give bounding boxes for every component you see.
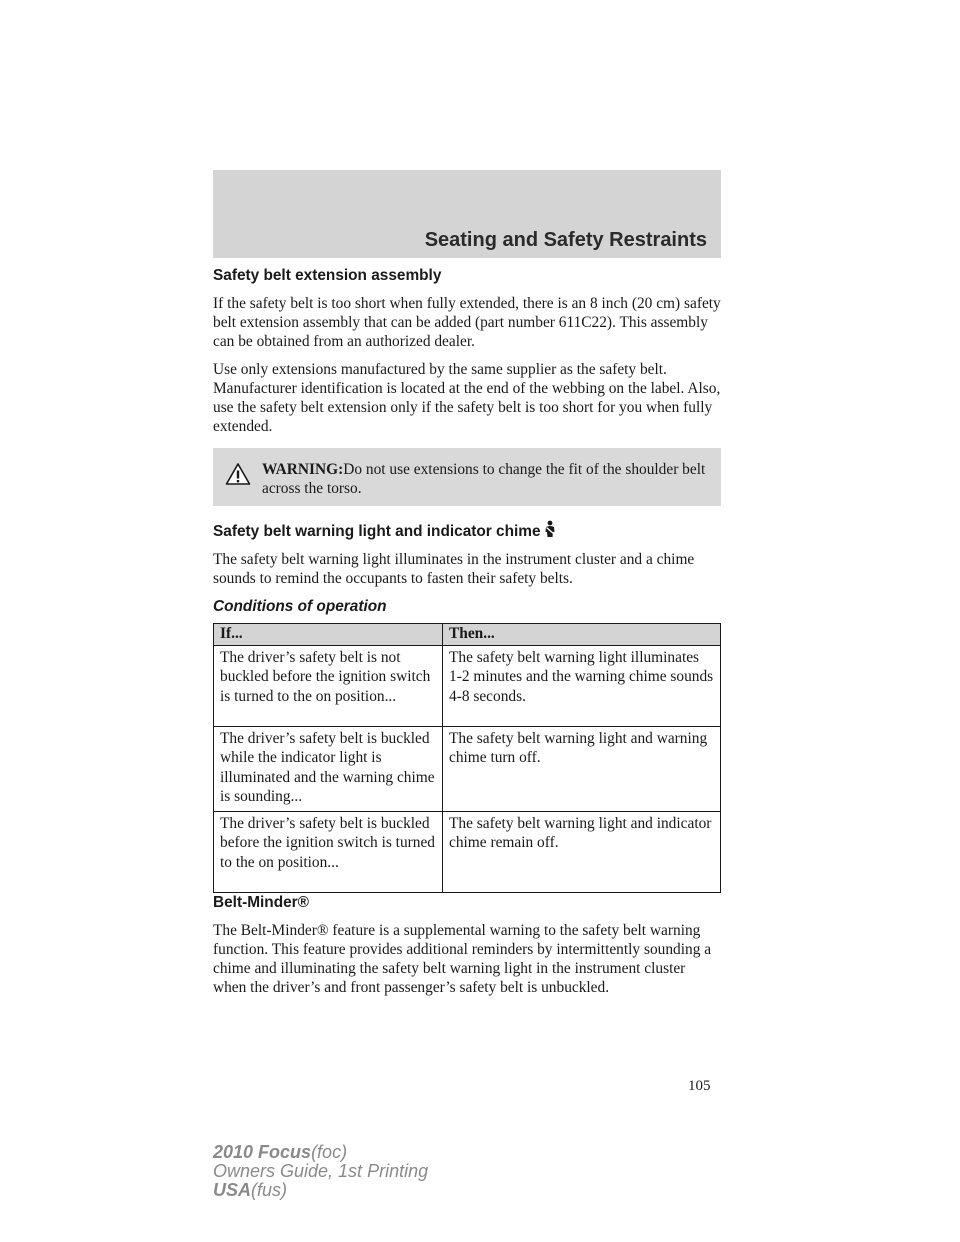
- section-title: Seating and Safety Restraints: [424, 229, 707, 251]
- table-header-row: [214, 624, 721, 646]
- table-cell-then: The safety belt warning light and warning chime turn off.: [443, 726, 721, 811]
- footer-model: 2010 Focus: [213, 1142, 312, 1162]
- chime-paragraph: The safety belt warning light illuminates in the instrument cluster and a chime sounds to remind the occupants to fasten their safety belts.: [213, 551, 695, 587]
- table-cell-if: The driver’s safety belt is buckled while the indicator light is illuminated and the warning chime is sounding...: [214, 726, 443, 811]
- table-row: [214, 811, 721, 892]
- document-footer: [213, 1143, 428, 1200]
- footer-model-code: (foc): [311, 1142, 348, 1162]
- warning-text: Do not use extensions to change the fit of the shoulder belt across the torso.: [262, 461, 706, 497]
- table-cell-then: The safety belt warning light illuminates 1-2 minutes and the warning chime sounds 4-8 seconds.: [443, 645, 721, 726]
- warning-box: [213, 448, 721, 506]
- conditions-table: [213, 623, 721, 893]
- extension-paragraph-2: Use only extensions manufactured by the same supplier as the safety belt. Manufacturer identification is located at the end of the webbing on the label. Also, use the safety belt extension only if the safety belt is too short for you when fully extended.: [213, 361, 721, 435]
- seatbelt-icon: [543, 520, 557, 538]
- footer-market: USA: [213, 1180, 252, 1200]
- column-header-if: If...: [214, 624, 443, 646]
- table-row: [214, 645, 721, 726]
- footer-line-1: [213, 1143, 428, 1162]
- page-number: 105: [688, 1078, 711, 1094]
- section-header-band: [213, 170, 721, 258]
- table-row: [214, 726, 721, 811]
- page-content: [213, 266, 721, 1006]
- beltminder-heading: Belt-Minder®: [213, 893, 309, 911]
- footer-market-code: (fus): [251, 1180, 288, 1200]
- conditions-heading: Conditions of operation: [213, 598, 387, 615]
- warning-triangle-icon: [225, 462, 251, 486]
- extension-paragraph-1: If the safety belt is too short when fully extended, there is an 8 inch (20 cm) safety belt extension assembly that can be added (part number 611C22). This assembly can be obtained from an authorized dealer.: [213, 295, 721, 350]
- footer-line-3: [213, 1181, 428, 1200]
- chime-heading: [213, 520, 721, 542]
- column-header-then: Then...: [443, 624, 721, 646]
- warning-label: WARNING:: [262, 461, 344, 478]
- chime-heading-text: Safety belt warning light and indicator chime: [213, 523, 541, 540]
- beltminder-paragraph: The Belt-Minder® feature is a supplemental warning to the safety belt warning function. This feature provides additional reminders by intermittently sounding a chime and illuminating the safety belt warning light in the instrument cluster when the driver’s and front passenger’s safety belt is unbuckled.: [213, 921, 712, 996]
- table-cell-then: The safety belt warning light and indicator chime remain off.: [443, 811, 721, 892]
- table-cell-if: The driver’s safety belt is not buckled before the ignition switch is turned to the on position...: [214, 645, 443, 726]
- footer-line-2: Owners Guide, 1st Printing: [213, 1161, 429, 1181]
- table-cell-if: The driver’s safety belt is buckled before the ignition switch is turned to the on position...: [214, 811, 443, 892]
- extension-heading: Safety belt extension assembly: [213, 267, 442, 284]
